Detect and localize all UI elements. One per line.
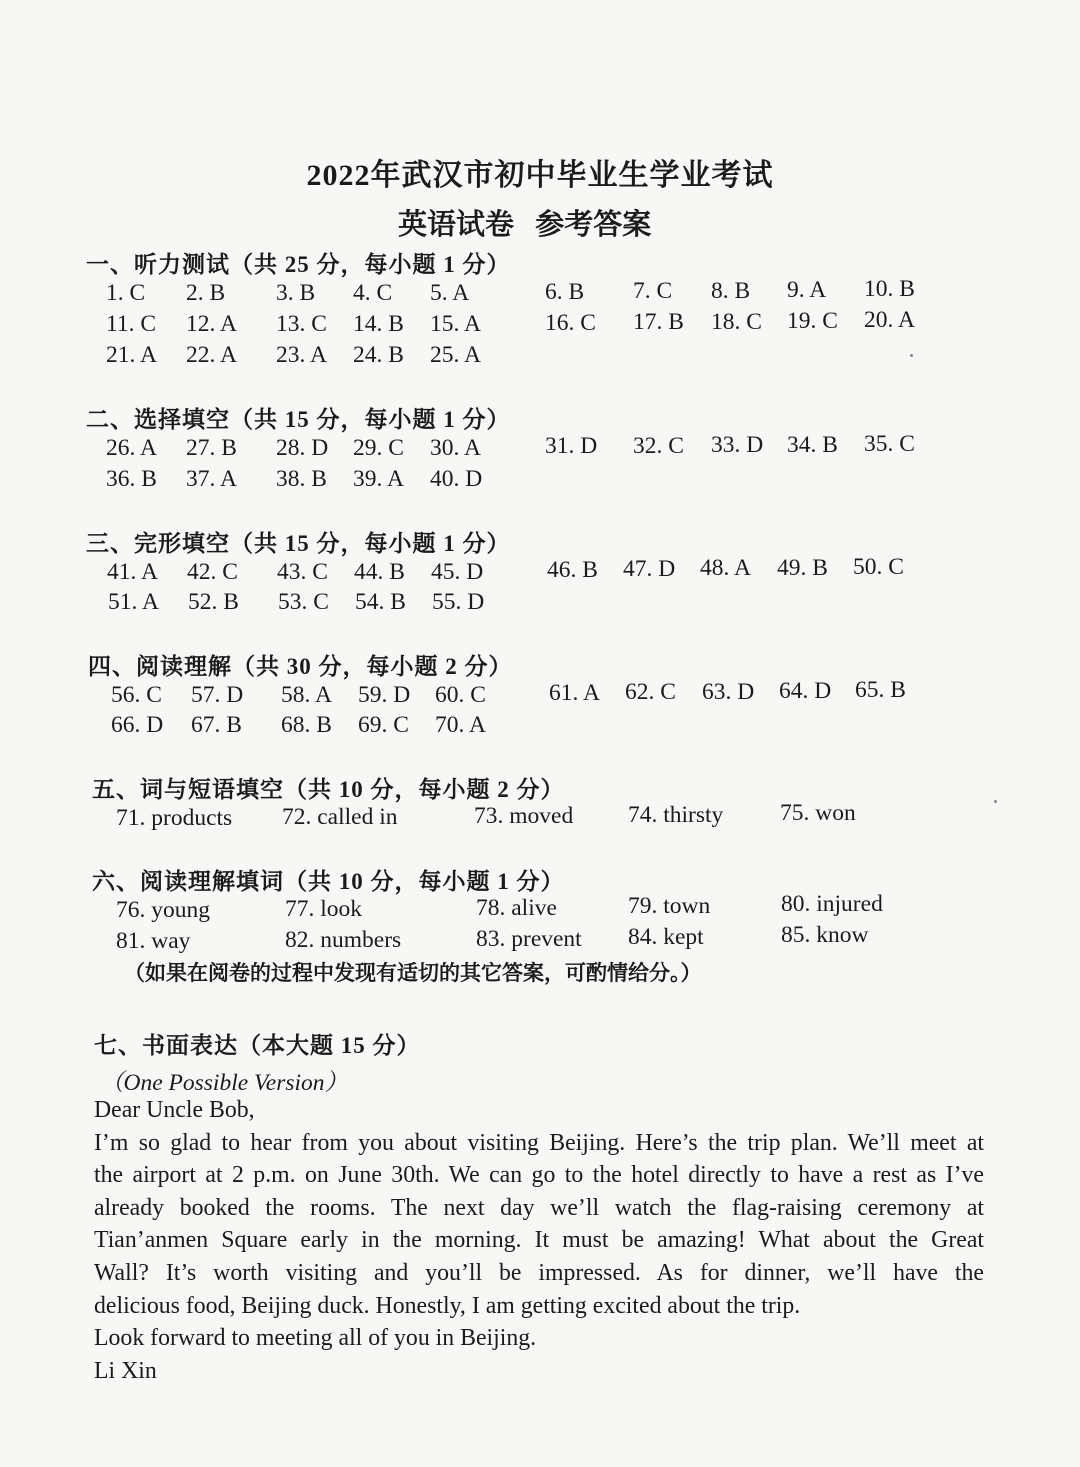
scan-speck <box>910 354 913 357</box>
answer: 31. D <box>545 433 598 459</box>
essay-line: the airport at 2 p.m. on June 30th. We can go to the hotel directly to have a rest as I’ve <box>94 1162 984 1189</box>
answer: 49. B <box>777 555 828 581</box>
answer: 12. A <box>186 311 237 337</box>
answer: 25. A <box>430 342 481 368</box>
answer: 82. numbers <box>285 927 402 953</box>
answer: 5. A <box>430 280 470 306</box>
answer: 4. C <box>353 280 393 306</box>
answer: 37. A <box>186 466 237 492</box>
answer: 16. C <box>545 310 596 336</box>
answer: 78. alive <box>476 895 557 921</box>
answer: 63. D <box>702 679 755 705</box>
answer: 39. A <box>353 466 404 492</box>
answer: 77. look <box>285 896 363 922</box>
answer: 56. C <box>111 682 162 708</box>
answer: 3. B <box>276 280 316 306</box>
answer: 15. A <box>430 311 481 337</box>
answer: 57. D <box>191 682 244 708</box>
essay-signature: Li Xin <box>94 1357 157 1384</box>
answer: 80. injured <box>781 891 883 917</box>
essay-line: delicious food, Beijing duck. Honestly, I am getting excited about the trip. <box>94 1292 801 1319</box>
answer: 9. A <box>787 277 827 303</box>
answer: 7. C <box>633 278 673 304</box>
answer: 34. B <box>787 432 838 458</box>
answer: 55. D <box>432 589 485 615</box>
answer: 50. C <box>853 554 904 580</box>
section-5-heading: 五、词与短语填空（共 10 分，每小题 2 分） <box>92 777 565 802</box>
answer: 73. moved <box>474 803 574 829</box>
answer: 29. C <box>353 435 404 461</box>
answer: 26. A <box>106 435 157 461</box>
essay-greeting: Dear Uncle Bob, <box>94 1097 255 1123</box>
section-3-heading: 三、完形填空（共 15 分，每小题 1 分） <box>86 531 511 556</box>
answer: 6. B <box>545 279 585 305</box>
answer: 65. B <box>855 677 906 703</box>
answer: 42. C <box>187 559 238 585</box>
answer: 81. way <box>116 928 191 954</box>
answer: 45. D <box>431 559 484 585</box>
answer: 48. A <box>700 555 751 581</box>
answer: 75. won <box>780 800 856 826</box>
answer: 76. young <box>116 897 210 923</box>
answer: 69. C <box>358 712 409 738</box>
answer: 83. prevent <box>476 926 582 952</box>
answer: 41. A <box>107 559 158 585</box>
essay-body <box>94 1094 984 1387</box>
answer: 21. A <box>106 342 157 368</box>
answer: 47. D <box>623 556 676 582</box>
answer: 52. B <box>188 589 239 615</box>
answer: 72. called in <box>282 804 398 830</box>
answer: 64. D <box>779 678 832 704</box>
answer: 22. A <box>186 342 237 368</box>
answer: 36. B <box>106 466 157 492</box>
essay-line: I’m so glad to hear from you about visiting Beijing. Here’s the trip plan. We’ll meet at <box>94 1129 984 1156</box>
section-2-heading: 二、选择填空（共 15 分，每小题 1 分） <box>86 407 511 432</box>
answer: 71. products <box>116 805 233 831</box>
answer: 53. C <box>278 589 329 615</box>
answer: 60. C <box>435 682 486 708</box>
version-label: （One Possible Version） <box>100 1070 349 1096</box>
page-title: 2022年武汉市初中毕业生学业考试 <box>306 159 774 192</box>
essay-line: already booked the rooms. The next day we’ll watch the flag-raising ceremony at <box>94 1194 984 1221</box>
section-4-heading: 四、阅读理解（共 30 分，每小题 2 分） <box>88 654 513 679</box>
answer: 18. C <box>711 309 762 335</box>
section-1-heading: 一、听力测试（共 25 分，每小题 1 分） <box>86 252 511 277</box>
answer: 23. A <box>276 342 327 368</box>
answer: 32. C <box>633 433 684 459</box>
answer: 14. B <box>353 311 404 337</box>
answer: 74. thirsty <box>628 802 724 828</box>
answer: 30. A <box>430 435 481 461</box>
answer: 70. A <box>435 712 486 738</box>
answer: 11. C <box>106 311 157 337</box>
scan-speck <box>994 800 997 803</box>
answer: 27. B <box>186 435 237 461</box>
answer: 2. B <box>186 280 226 306</box>
answer: 10. B <box>864 276 915 302</box>
answer: 43. C <box>277 559 328 585</box>
section-6-heading: 六、阅读理解填词（共 10 分，每小题 1 分） <box>92 869 565 894</box>
answer: 33. D <box>711 432 764 458</box>
answer: 84. kept <box>628 924 704 950</box>
answer: 79. town <box>628 893 711 919</box>
answer: 61. A <box>549 680 600 706</box>
essay-closing: Look forward to meeting all of you in Beijing. <box>94 1325 537 1352</box>
answer: 66. D <box>111 712 164 738</box>
grading-note: （如果在阅卷的过程中发现有适切的其它答案，可酌情给分。） <box>124 961 702 985</box>
answer: 58. A <box>281 682 332 708</box>
answer: 62. C <box>625 679 676 705</box>
answer: 24. B <box>353 342 404 368</box>
answer: 38. B <box>276 466 327 492</box>
answer: 1. C <box>106 280 146 306</box>
answer: 85. know <box>781 922 869 948</box>
answer: 8. B <box>711 278 751 304</box>
essay-line: Wall? It’s worth visiting and you’ll be impressed. As for dinner, we’ll have the <box>94 1259 984 1286</box>
answer: 40. D <box>430 466 483 492</box>
section-7-heading: 七、书面表达（本大题 15 分） <box>94 1033 421 1058</box>
answer: 54. B <box>355 589 406 615</box>
answer: 68. B <box>281 712 332 738</box>
answer: 59. D <box>358 682 411 708</box>
answer: 28. D <box>276 435 329 461</box>
essay-line: Tian’anmen Square early in the morning. It must be amazing! What about the Great <box>94 1227 984 1254</box>
answer: 17. B <box>633 309 684 335</box>
page-subtitle: 英语试卷 参考答案 <box>398 209 652 241</box>
answer: 46. B <box>547 557 598 583</box>
answer: 20. A <box>864 307 915 333</box>
answer: 13. C <box>276 311 327 337</box>
answer: 19. C <box>787 308 838 334</box>
answer: 44. B <box>354 559 405 585</box>
answer: 51. A <box>108 589 159 615</box>
answer: 67. B <box>191 712 242 738</box>
answer: 35. C <box>864 431 915 457</box>
